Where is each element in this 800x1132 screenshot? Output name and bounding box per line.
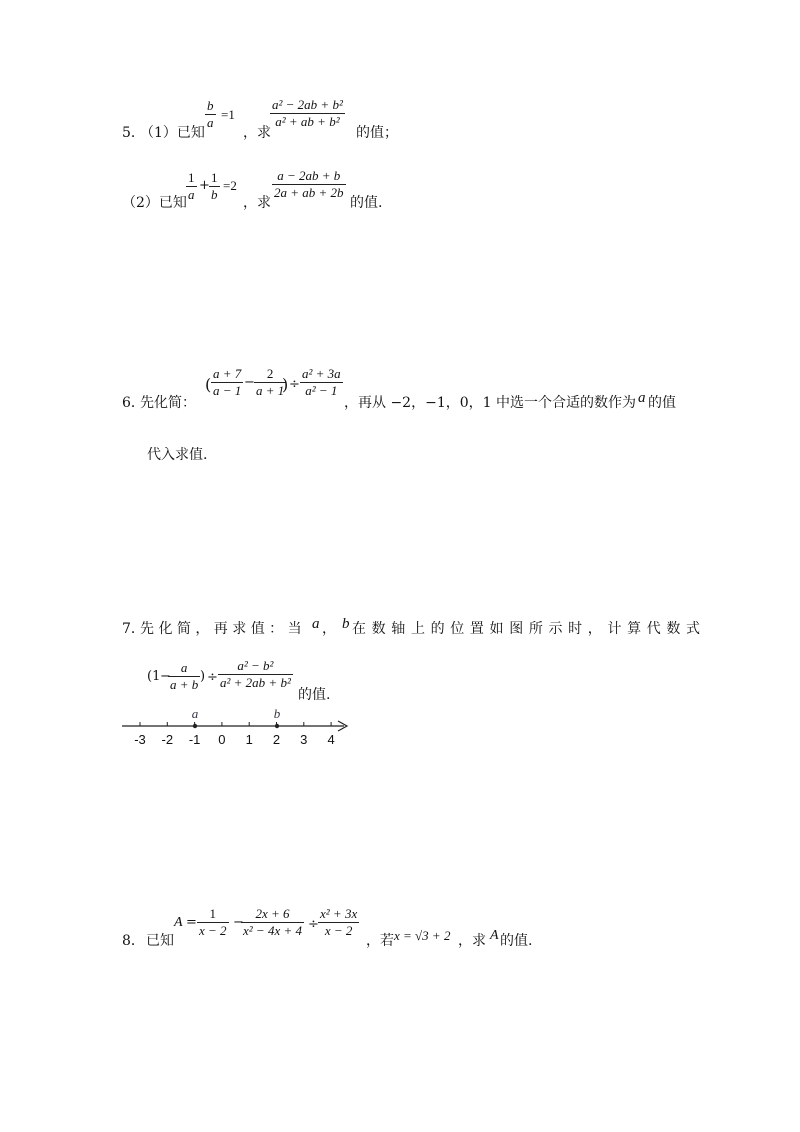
q5-given1-den: a (207, 115, 214, 130)
q6-number: 6． (122, 395, 145, 411)
q8-tail2: 的值. (500, 933, 533, 949)
point-b-dot (275, 724, 279, 728)
axis-tick-label: 1 (245, 732, 253, 747)
q5-expr2-den: 2a + ab + 2b (274, 185, 344, 200)
q7-number: 7． (122, 621, 145, 637)
q5-given2-rhs: =2 (223, 178, 237, 193)
axis-tick-label: 4 (327, 732, 335, 747)
q7-tail: 的值. (298, 687, 331, 703)
q5-given2-frac-a: 1 a (188, 170, 195, 202)
q8-frac2: 2x + 6 x² − 4x + 4 (243, 906, 302, 938)
point-a-dot (193, 724, 197, 728)
q7-line1b: 在 数 轴 上 的 位 置 如 图 所 示 时 ， 计 算 代 数 式 (352, 621, 701, 637)
point-a-label: a (191, 706, 199, 721)
q5-tail2: 的值. (350, 195, 383, 211)
q8-frac3: x² + 3x x − 2 (320, 906, 358, 938)
q6-var: a (638, 390, 646, 406)
q6-lead: 先化简： (140, 395, 196, 411)
q5-given1-num: b (207, 98, 214, 113)
q8-xval: x = √3 + 2 (394, 928, 451, 943)
q5-expr1-num: a² − 2ab + b² (272, 97, 343, 112)
q8-frac1: 1 x − 2 (199, 906, 227, 938)
q8-tail-A: A (490, 928, 499, 943)
q5-number: 5． (122, 125, 145, 141)
q5-part1-lead: （1）已知 (140, 125, 205, 141)
axis-tick-label: 3 (300, 732, 308, 747)
q5-expr1-den: a² + ab + b² (275, 114, 340, 129)
q7-frac2: a² − b² a² + 2ab + b² (220, 658, 291, 690)
q5-comma2: ，求 (243, 195, 271, 211)
q5-given1-rhs: =1 (221, 107, 235, 122)
q7-frac1: a a + b (170, 660, 199, 692)
q5-given2-frac-b: 1 b (211, 170, 218, 202)
q5-comma: ，求 (243, 125, 271, 141)
axis-tick-label: -3 (134, 732, 146, 747)
q7-var-b: b (342, 616, 350, 632)
q5-tail1: 的值； (356, 125, 398, 141)
q6-frac1: a + 7 a − 1 (213, 366, 242, 398)
q5-expr1-fraction (270, 97, 345, 130)
point-b-label: b (273, 706, 281, 721)
axis-tick-label: -1 (188, 732, 201, 747)
q7-number-line (118, 704, 358, 750)
q8-cond: ，若 (366, 933, 394, 949)
q8-tail: ，求 (458, 933, 486, 949)
q6-rest2: 的值 (648, 395, 676, 411)
axis-tick-label: -2 (161, 732, 174, 747)
q8-number: 8． (122, 933, 145, 949)
axis-tick-label: 2 (272, 732, 281, 747)
q7-var-a: a (312, 616, 320, 632)
q5-given1-fraction (205, 98, 216, 131)
q6-frac3: a² + 3a a² − 1 (302, 366, 341, 398)
q5-expr2-fraction (272, 168, 346, 201)
q8-var-A: A (174, 915, 183, 930)
q5-part2-lead: （2）已知 (122, 195, 187, 211)
q6-frac2: 2 a + 1 (256, 366, 285, 398)
q6-rest: ，再从 −2，−1，0，1 中选一个合适的数作为 (344, 395, 636, 411)
axis-tick-label: 0 (218, 732, 226, 747)
q8-lead: 已知 (146, 933, 174, 949)
q7-line1a: 先 化 简 ， 再 求 值 ： 当 (140, 621, 302, 637)
q5-expr2-num: a − 2ab + b (277, 168, 341, 183)
q6-line2: 代入求值. (147, 447, 208, 463)
